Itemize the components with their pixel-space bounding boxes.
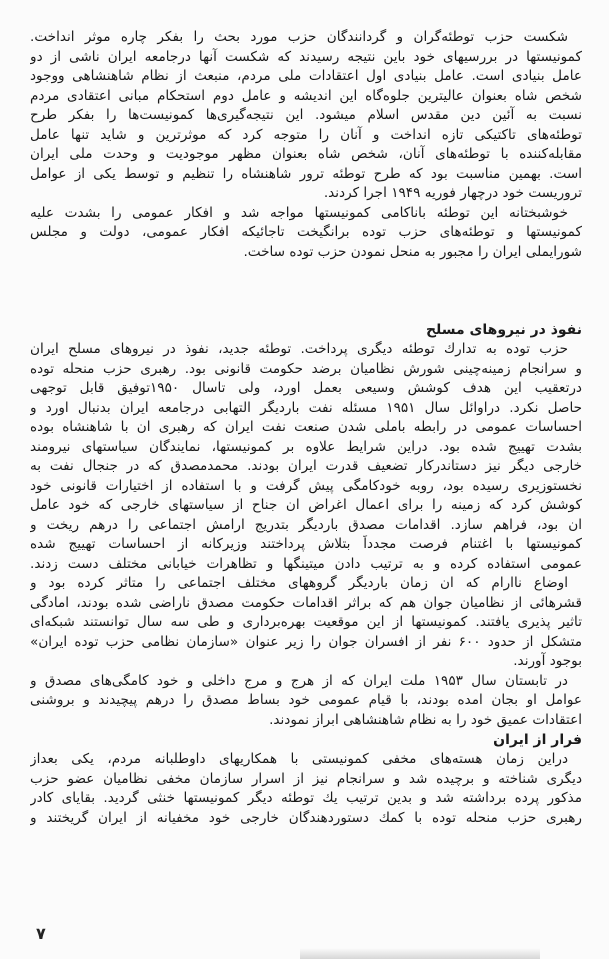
text-line: کوشش کرد که زمینه را برای اعمال اغراض ان جناح از سیاستهای خارجی که خود عامل — [30, 497, 582, 513]
text-line: عوامل او بجان امده بودند، با قیام عمومی خود بساط مصدق را درهم پیچیدند و بروشنی — [30, 692, 582, 708]
text-line: نخستوزیری رسیده بود، روبه خودکامگی پیش گرفت و با استفاده از اختیارات قانونی خود — [30, 477, 582, 494]
text-line: بشدت تهییج شده بود. دراین شرایط علاوه بر کمونیستها، نمایندگان سیاستهای نیرومند — [30, 438, 582, 455]
text-line: بوجود آورند. — [513, 653, 582, 669]
text-line: شورایملی ایران را مجبور به منحل نمودن حزب توده ساخت. — [243, 243, 582, 260]
document-page — [30, 28, 582, 828]
paragraph — [30, 28, 582, 204]
text-line: متشکل از حدود ۶۰۰ نفر از افسران جوان را زیر عنوان «سازمان نظامی حزب توده ایران» — [30, 633, 582, 650]
text-line: مقابله‌کننده با توطئه‌های آنان، شخص شاه بعنوان مظهر موجودیت و وحدت ملی ایران — [30, 146, 582, 162]
section-spacer — [30, 262, 582, 320]
text-line: شخص شاه بعنوان عالیترین جلوه‌گاه این اندیشه و عامل دوم استحکام مبانی اعتقادی مردم — [30, 87, 582, 104]
section-escape-from-iran — [30, 730, 582, 828]
text-line: خوشبختانه این توطئه باناکامی کمونیستها مواجه شد و افکار عمومی را بشدت علیه — [30, 204, 568, 221]
text-line: توطئه‌های تاکتیکی تازه انداخت و آنان را متوجه کرد که موثرترین و شاید تنها عامل — [30, 126, 582, 143]
text-line: تاثیر پذیری یافتند. کمونیستها از این موقعیت بهره‌برداری و طی سه سال توانستند شبکه‌ای — [30, 614, 582, 630]
paragraph — [30, 574, 582, 672]
text-line: شکست حزب توطئه‌گران و گردانندگان حزب مورد بحث را بفکر چاره موثر انداخت. — [30, 29, 568, 45]
text-line: حاصل نکرد. دراوائل سال ۱۹۵۱ مسئله نفت باردیگر التهابی درجامعه ایران بدنبال اورد و — [30, 399, 582, 416]
text-line: اوضاع ناارام که ان زمان باردیگر گروههای مختلف اجتماعی را متاثر کرده بود و — [30, 575, 568, 591]
text-line: در تابستان سال ۱۹۵۳ ملت ایران که از هرج و مرج داخلی و خود کامگی‌های مصدق و — [30, 672, 568, 689]
text-line: قشرهائی از نظامیان جوان هم که براثر اقدامات حکومت مصدق ناراضی شده بودند، امادگی — [30, 594, 582, 611]
text-line: خارجی دیگر نیز دستاندرکار تضعیف قدرت ایران بودند. محمدمصدق که در جنجال نفت به — [30, 458, 582, 474]
text-line: و سرانجام زمینه‌چینی شورش نظامیان برضد حکومت قانونی بود. رهبری حزب منحله توده — [30, 360, 582, 377]
section-heading: فرار از ایران — [493, 732, 582, 748]
text-line: است. بهمین مناسبت بود که طرح توطئه ترور شاهنشاه را تنظیم و توسط یکی از عوامل — [30, 165, 582, 182]
paragraph — [30, 340, 582, 574]
text-line: درتعقیب این هدف کوشش وسیعی بعمل اورد، ولی تاسال ۱۹۵۰توفیق قابل توجهی — [30, 380, 582, 396]
text-line: کمونیستها و توطئه‌های حزب توده برانگیخت تاجائیکه افکار عمومی، دولت و مجلس — [30, 224, 582, 240]
text-line: رهبری حزب منحله توده با کمك دستوردهندگان خارجی خود مخفیانه از ایران گریختند و — [30, 809, 582, 826]
paragraph — [30, 204, 582, 263]
scan-shadow — [300, 948, 540, 959]
text-line: عامل بنیادی است. عامل بنیادی اول اعتقادات ملی مردم، منبعث از نظام شاهنشاهی ووجود — [30, 68, 582, 84]
page-number: ۷ — [36, 924, 46, 943]
text-line: اعتقادات عمیق خود را به نظام شاهنشاهی ابراز نمودند. — [269, 711, 582, 728]
text-line: تروریست خود درچهار فوریه ۱۹۴۹ اجرا کردند. — [323, 185, 582, 201]
text-line: عمومی استفاده کرده و به ترتیب دادن میتینگها و تظاهرات خیابانی مختلف دست زدند. — [30, 555, 582, 572]
section-armed-forces — [30, 320, 582, 730]
text-line: کمونیستها با اغتنام فرصت مجدداً بتلاش پرداختند وزیرکانه از احساسات تهییج شده — [30, 536, 582, 552]
text-line: احساسات عمومی در رابطه باملی شدن صنعت نفت ایران که رهبری ان با شاهنشاه بوده — [30, 419, 582, 435]
text-line: ان بود، فراهم سازد. اقدامات مصدق باردیگر بتدریج ارامش اجتماعی را درهم ریخت و — [30, 516, 582, 533]
text-line: دراین زمان هسته‌های مخفی کمونیستی با همکاریهای داوطلبانه مردم، یکی بعداز — [30, 751, 568, 767]
text-line: حزب توده به تدارك توطئه دیگری پرداخت. توطئه جدید، نفوذ در نیروهای مسلح ایران — [30, 341, 568, 357]
text-line: کمونیستها در بررسیهای خود باین نتیجه رسیدند که شکست آنها درجامعه ایران ناشی از دو — [30, 48, 582, 65]
text-line: دیگری شناخته و برچیده شد و سرانجام نیز از اسرار سازمان مخفی نظامیان عضو حزب — [30, 770, 582, 787]
paragraph — [30, 750, 582, 828]
text-line: مذکور پرده برداشته شد و بدین ترتیب یك توطئه دیگر کمونیستها خنثی گردید. بقایای کادر — [30, 790, 582, 806]
text-line: نسبت به آئین دین مقدس اسلام میشود. این نتیجه‌گیری‌ها کمونیست‌ها را بفکر طرح — [30, 107, 582, 123]
section-heading: نفوذ در نیروهای مسلح — [425, 322, 582, 338]
paragraph — [30, 672, 582, 731]
